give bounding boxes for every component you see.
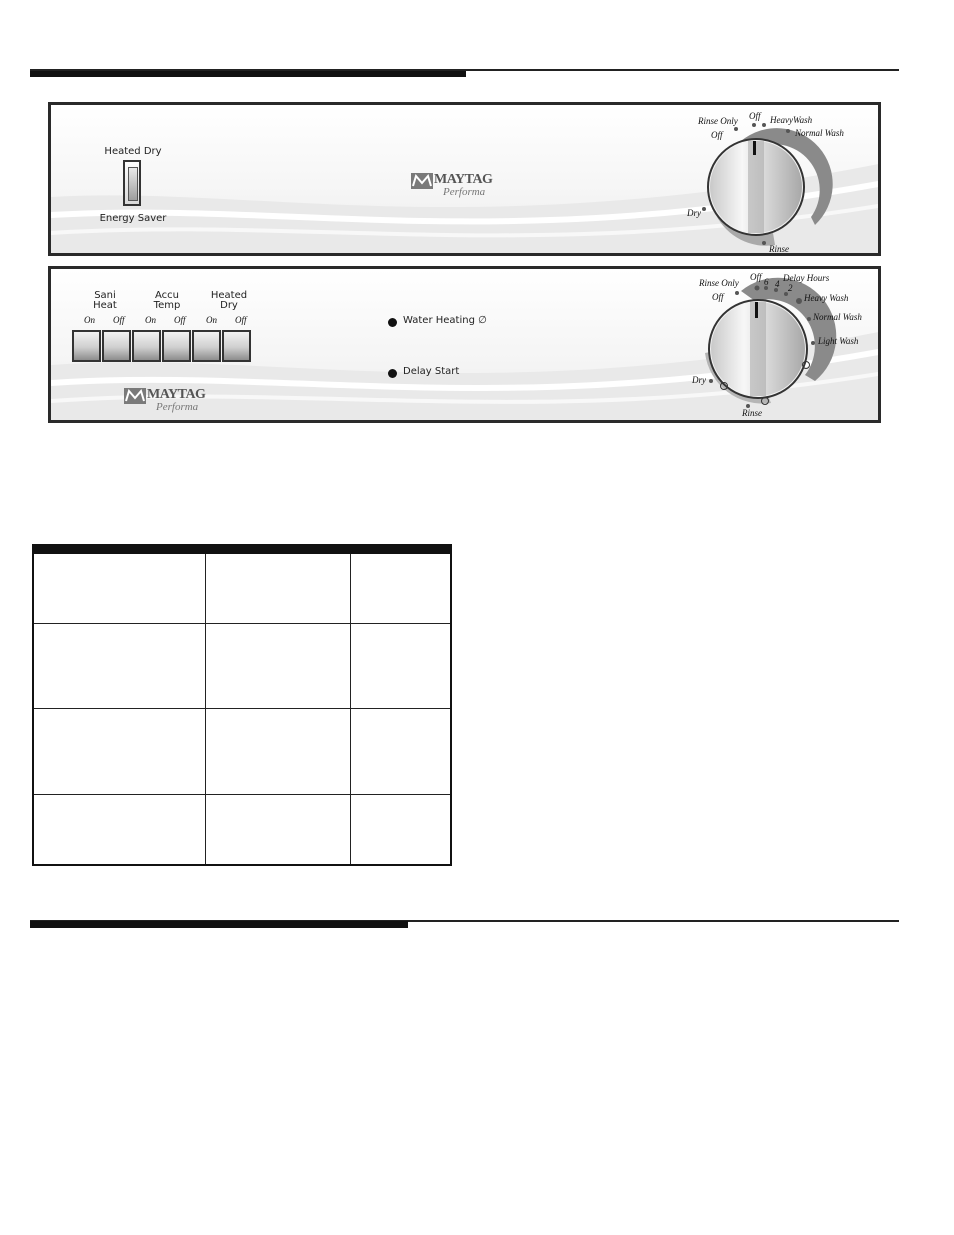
dial-label-heavy-wash: HeavyWash xyxy=(770,115,813,125)
heated-dry-off-label: Off xyxy=(235,315,247,325)
heated-dry-on-label: On xyxy=(206,315,217,325)
cycle-table xyxy=(32,544,452,866)
option-label-accu: Accu xyxy=(155,290,179,301)
heated-dry-label: Heated Dry xyxy=(104,146,162,157)
table-row-divider xyxy=(34,708,450,709)
cycle-dial-options[interactable] xyxy=(51,269,881,423)
maytag-wordmark: MAYTAG xyxy=(147,387,206,402)
sani-heat-on-label: On xyxy=(84,315,95,325)
delay-start-label: Delay Start xyxy=(403,366,460,377)
table-column-divider xyxy=(205,554,206,864)
dial-label-dry: Dry xyxy=(687,208,701,218)
dial-label-delay-hours: Delay Hours xyxy=(783,273,830,283)
option-label-heated: Heated xyxy=(210,290,248,301)
section-rule-top-thin xyxy=(30,69,899,71)
accu-temp-on-label: On xyxy=(145,315,156,325)
dial-label-2: 2 xyxy=(788,283,793,293)
option-label-sani: Sani xyxy=(94,290,116,301)
maytag-wordmark: MAYTAG xyxy=(434,172,493,187)
dial-label-off-top: Off xyxy=(749,111,761,121)
accu-temp-off-label: Off xyxy=(174,315,186,325)
section-rule-bottom-thick xyxy=(30,921,408,928)
performa-wordmark: Performa xyxy=(156,401,199,413)
table-row-divider xyxy=(34,623,450,624)
dial-label-heavy-wash: Heavy Wash xyxy=(804,293,849,303)
dial-label-normal-wash: Normal Wash xyxy=(795,128,844,138)
dial-label-rinse-only: Rinse Only xyxy=(699,278,739,288)
table-column-divider xyxy=(350,554,351,864)
dial-label-normal-wash: Normal Wash xyxy=(813,312,862,322)
dial-label-rinse: Rinse xyxy=(769,244,789,254)
dial-label-rinse: Rinse xyxy=(742,408,762,418)
option-label-dry: Dry xyxy=(220,300,238,311)
dial-label-light-wash: Light Wash xyxy=(818,336,859,346)
table-header-bar xyxy=(34,546,450,554)
water-heating-label: Water Heating ∅ xyxy=(403,315,487,326)
dial-label-off-left: Off xyxy=(712,292,724,302)
option-label-temp: Temp xyxy=(153,300,181,311)
dial-label-4: 4 xyxy=(775,279,780,289)
sani-heat-off-label: Off xyxy=(113,315,125,325)
section-rule-top-thick xyxy=(30,70,466,77)
table-row-divider xyxy=(34,794,450,795)
dial-label-rinse-only: Rinse Only xyxy=(698,116,738,126)
dial-label-dry: Dry xyxy=(692,375,706,385)
dial-label-off-top: Off xyxy=(750,272,762,282)
cycle-dial-basic[interactable] xyxy=(51,105,881,256)
performa-wordmark: Performa xyxy=(443,186,486,198)
control-panel-basic xyxy=(48,102,881,256)
option-label-heat: Heat xyxy=(93,300,117,311)
control-panel-options xyxy=(48,266,881,423)
dial-label-off-left: Off xyxy=(711,130,723,140)
dial-label-6: 6 xyxy=(764,277,769,287)
energy-saver-label: Energy Saver xyxy=(99,213,167,224)
